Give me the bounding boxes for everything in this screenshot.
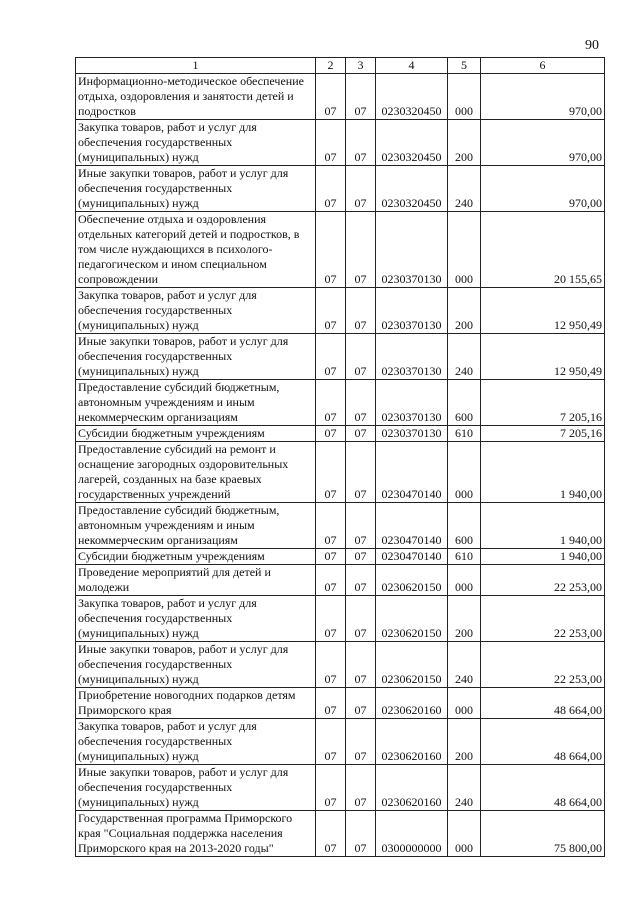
header-col-4: 4 [376, 58, 448, 74]
table-row [76, 642, 605, 688]
table-row [76, 688, 605, 719]
row-section: 07 [316, 334, 346, 380]
row-amount: 970,00 [481, 166, 605, 212]
row-target-code: 0230370130 [376, 334, 448, 380]
row-expense-type: 610 [448, 426, 481, 442]
row-amount: 1 940,00 [481, 503, 605, 549]
row-name: Иные закупки товаров, работ и услуг для обеспечения государственных (муниципальных) нужд [76, 642, 316, 688]
row-target-code: 0230620160 [376, 765, 448, 811]
row-expense-type: 600 [448, 380, 481, 426]
row-subsection: 07 [346, 380, 376, 426]
row-target-code: 0230470140 [376, 549, 448, 565]
row-section: 07 [316, 719, 346, 765]
row-name: Иные закупки товаров, работ и услуг для обеспечения государственных (муниципальных) нужд [76, 166, 316, 212]
row-section: 07 [316, 288, 346, 334]
row-name: Государственная программа Приморского края "Социальная поддержка населения Приморского края на 2013-2020 годы" [76, 811, 316, 857]
row-expense-type: 240 [448, 334, 481, 380]
row-target-code: 0230320450 [376, 120, 448, 166]
row-section: 07 [316, 503, 346, 549]
row-name: Предоставление субсидий бюджетным, автономным учреждениям и иным некоммерческим организациям [76, 380, 316, 426]
row-target-code: 0230370130 [376, 426, 448, 442]
row-name: Субсидии бюджетным учреждениям [76, 426, 316, 442]
table-row [76, 426, 605, 442]
table-row [76, 212, 605, 288]
table-header [76, 58, 605, 74]
row-expense-type: 000 [448, 688, 481, 719]
row-expense-type: 240 [448, 166, 481, 212]
row-expense-type: 000 [448, 565, 481, 596]
header-row [76, 58, 605, 74]
table-row [76, 719, 605, 765]
row-section: 07 [316, 74, 346, 120]
row-expense-type: 200 [448, 719, 481, 765]
row-amount: 22 253,00 [481, 565, 605, 596]
row-name: Приобретение новогодних подарков детям Приморского края [76, 688, 316, 719]
row-subsection: 07 [346, 166, 376, 212]
header-col-2: 2 [316, 58, 346, 74]
row-amount: 20 155,65 [481, 212, 605, 288]
table-row [76, 166, 605, 212]
row-target-code: 0230370130 [376, 288, 448, 334]
header-col-6: 6 [481, 58, 605, 74]
row-section: 07 [316, 688, 346, 719]
table-row [76, 74, 605, 120]
row-target-code: 0230620150 [376, 565, 448, 596]
row-target-code: 0230370130 [376, 212, 448, 288]
row-target-code: 0230320450 [376, 166, 448, 212]
row-name: Информационно-методическое обеспечение отдыха, оздоровления и занятости детей и подростков [76, 74, 316, 120]
row-expense-type: 000 [448, 442, 481, 503]
table-row [76, 120, 605, 166]
row-name: Предоставление субсидий бюджетным, автономным учреждениям и иным некоммерческим организациям [76, 503, 316, 549]
row-name: Проведение мероприятий для детей и молодежи [76, 565, 316, 596]
row-section: 07 [316, 166, 346, 212]
row-amount: 970,00 [481, 120, 605, 166]
row-expense-type: 200 [448, 120, 481, 166]
row-amount: 12 950,49 [481, 334, 605, 380]
table-row [76, 380, 605, 426]
row-subsection: 07 [346, 426, 376, 442]
row-amount: 48 664,00 [481, 688, 605, 719]
row-name: Предоставление субсидий на ремонт и оснащение загородных оздоровительных лагерей, созданных на базе краевых государственных учреждений [76, 442, 316, 503]
row-name: Обеспечение отдыха и оздоровления отдельных категорий детей и подростков, в том числе нуждающихся в психолого-педагогическом и ином специальном сопровождении [76, 212, 316, 288]
row-section: 07 [316, 765, 346, 811]
row-subsection: 07 [346, 642, 376, 688]
row-amount: 970,00 [481, 74, 605, 120]
header-col-5: 5 [448, 58, 481, 74]
row-subsection: 07 [346, 596, 376, 642]
row-section: 07 [316, 426, 346, 442]
row-amount: 12 950,49 [481, 288, 605, 334]
row-target-code: 0230620150 [376, 596, 448, 642]
row-amount: 1 940,00 [481, 442, 605, 503]
table-row [76, 442, 605, 503]
row-subsection: 07 [346, 765, 376, 811]
table-row [76, 811, 605, 857]
row-target-code: 0230370130 [376, 380, 448, 426]
row-subsection: 07 [346, 212, 376, 288]
table-row [76, 565, 605, 596]
row-subsection: 07 [346, 565, 376, 596]
row-name: Закупка товаров, работ и услуг для обеспечения государственных (муниципальных) нужд [76, 120, 316, 166]
row-subsection: 07 [346, 442, 376, 503]
row-name: Закупка товаров, работ и услуг для обеспечения государственных (муниципальных) нужд [76, 596, 316, 642]
row-expense-type: 240 [448, 765, 481, 811]
row-section: 07 [316, 442, 346, 503]
row-name: Закупка товаров, работ и услуг для обеспечения государственных (муниципальных) нужд [76, 288, 316, 334]
row-name: Иные закупки товаров, работ и услуг для обеспечения государственных (муниципальных) нужд [76, 765, 316, 811]
table-row [76, 288, 605, 334]
row-target-code: 0230620160 [376, 688, 448, 719]
table-row [76, 503, 605, 549]
row-expense-type: 200 [448, 288, 481, 334]
row-subsection: 07 [346, 549, 376, 565]
row-expense-type: 000 [448, 811, 481, 857]
row-target-code: 0230620150 [376, 642, 448, 688]
row-amount: 7 205,16 [481, 426, 605, 442]
row-subsection: 07 [346, 120, 376, 166]
row-subsection: 07 [346, 688, 376, 719]
header-col-3: 3 [346, 58, 376, 74]
row-amount: 22 253,00 [481, 596, 605, 642]
row-expense-type: 610 [448, 549, 481, 565]
row-subsection: 07 [346, 811, 376, 857]
row-subsection: 07 [346, 288, 376, 334]
row-section: 07 [316, 811, 346, 857]
row-name: Закупка товаров, работ и услуг для обеспечения государственных (муниципальных) нужд [76, 719, 316, 765]
row-amount: 75 800,00 [481, 811, 605, 857]
table-body [76, 74, 605, 857]
row-expense-type: 200 [448, 596, 481, 642]
row-amount: 22 253,00 [481, 642, 605, 688]
row-subsection: 07 [346, 503, 376, 549]
row-name: Иные закупки товаров, работ и услуг для обеспечения государственных (муниципальных) нужд [76, 334, 316, 380]
row-target-code: 0230470140 [376, 442, 448, 503]
row-target-code: 0300000000 [376, 811, 448, 857]
row-expense-type: 240 [448, 642, 481, 688]
row-target-code: 0230620160 [376, 719, 448, 765]
table-row [76, 334, 605, 380]
row-section: 07 [316, 565, 346, 596]
row-expense-type: 000 [448, 212, 481, 288]
row-amount: 7 205,16 [481, 380, 605, 426]
row-amount: 48 664,00 [481, 719, 605, 765]
row-amount: 1 940,00 [481, 549, 605, 565]
header-col-1: 1 [76, 58, 316, 74]
row-section: 07 [316, 380, 346, 426]
row-section: 07 [316, 596, 346, 642]
page-number: 90 [585, 38, 599, 53]
row-target-code: 0230470140 [376, 503, 448, 549]
row-name: Субсидии бюджетным учреждениям [76, 549, 316, 565]
table-row [76, 596, 605, 642]
row-target-code: 0230320450 [376, 74, 448, 120]
row-section: 07 [316, 212, 346, 288]
table-row [76, 549, 605, 565]
row-subsection: 07 [346, 334, 376, 380]
row-section: 07 [316, 549, 346, 565]
row-expense-type: 000 [448, 74, 481, 120]
row-section: 07 [316, 120, 346, 166]
row-expense-type: 600 [448, 503, 481, 549]
row-amount: 48 664,00 [481, 765, 605, 811]
row-subsection: 07 [346, 74, 376, 120]
table-row [76, 765, 605, 811]
row-subsection: 07 [346, 719, 376, 765]
row-section: 07 [316, 642, 346, 688]
budget-table [75, 57, 605, 857]
